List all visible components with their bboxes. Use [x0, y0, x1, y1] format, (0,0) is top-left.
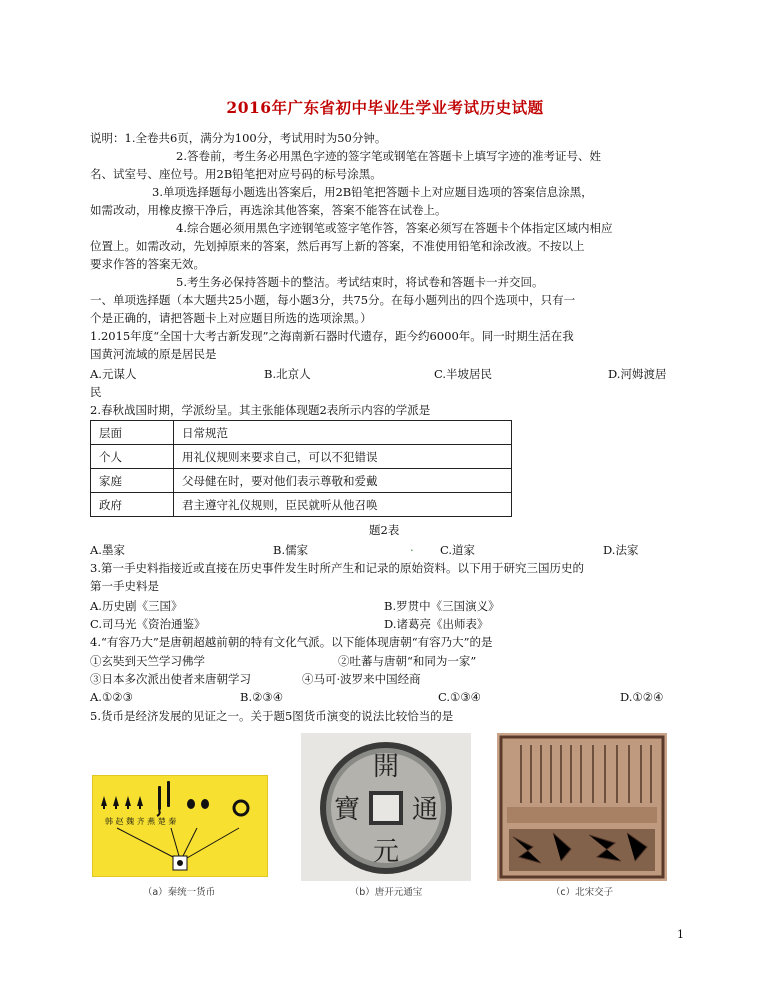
instruction-line: 如需改动，用橡皮擦干净后，再选涂其他答案，答案不能答在试卷上。 [90, 203, 447, 217]
question-4-stem: 4.“有容乃大”是唐朝超越前朝的特有文化气派。以下能体现唐朝“有容乃大”的是 [90, 635, 493, 649]
question-3-stem: 第一手史料是 [90, 579, 159, 593]
question-4-item: ②吐蕃与唐朝“和同为一家” [338, 654, 477, 668]
question-1-option-d-wrap: 民 [90, 385, 102, 399]
image-caption-b: （b）唐开元通宝 [349, 887, 423, 898]
instruction-line: 位置上。如需改动，先划掉原来的答案，然后再写上新的答案，不准使用铅笔和涂改液。不按以上 [90, 239, 585, 253]
banknote-illustration [497, 733, 667, 881]
table-cell: 政府 [91, 493, 174, 517]
question-1-stem: 国黄河流域的原是居民是 [90, 347, 217, 361]
question-4-option-d: D.①②④ [620, 690, 664, 704]
stray-dot: . [410, 540, 414, 554]
table-cell: 层面 [91, 421, 174, 445]
table-row [91, 421, 512, 445]
page-number: 1 [677, 928, 684, 941]
question-4-item: ④马可·波罗来中国经商 [302, 672, 421, 686]
question-2-option-d: D.法家 [603, 543, 639, 557]
table-row [91, 469, 512, 493]
coin-char: 元 [372, 837, 400, 867]
instruction-line: 2.答卷前，考生务必用黑色字迹的签字笔或钢笔在答题卡上填写字迹的准考证号、姓 [176, 149, 601, 163]
table-cell: 父母健在时，要对他们表示尊敬和爱戴 [174, 469, 512, 493]
question-1-option-b: B.北京人 [264, 367, 311, 381]
instruction-line: 要求作答的答案无效。 [90, 257, 205, 271]
coin-char: 通 [411, 795, 439, 825]
table-caption: 题2表 [369, 523, 400, 537]
question-1-option-c: C.半坡居民 [434, 367, 493, 381]
question-5-stem: 5.货币是经济发展的见证之一。关于题5图货币演变的说法比较恰当的是 [90, 709, 454, 723]
question-3-option-d: D.诸葛亮《出师表》 [384, 617, 489, 631]
question-2-option-b: B.儒家 [273, 543, 309, 557]
question-2-option-a: A.墨家 [90, 543, 125, 557]
image-song-jiaozi [497, 733, 667, 881]
question-4-option-c: C.①③④ [438, 690, 481, 704]
question-1-option-a: A.元谋人 [90, 367, 137, 381]
table-cell: 日常规范 [174, 421, 512, 445]
table-cell: 君主遵守礼仪规则，臣民就听从他召唤 [174, 493, 512, 517]
question-3-stem: 3.第一手史料指接近或直接在历史事件发生时所产生和记录的原始资料。以下用于研究三国历史的 [90, 561, 584, 575]
question-4-option-b: B.②③④ [240, 690, 284, 704]
instruction-line: 说明：1.全卷共6页，满分为100分，考试用时为50分钟。 [90, 131, 387, 145]
instruction-line: 名、试室号、座位号。用2B铅笔把对应号码的标号涂黑。 [90, 167, 382, 181]
question-1-option-d: D.河姆渡居 [608, 367, 667, 381]
coin-state-labels: 韩 赵 魏 齐 燕 楚 秦 [105, 817, 177, 826]
section-heading: 一、单项选择题（本大题共25小题，每小题3分，共75分。在每小题列出的四个选项中，只有一 [90, 293, 576, 307]
table-cell: 用礼仪规则来要求自己，可以不犯错误 [174, 445, 512, 469]
section-heading: 个是正确的，请把答题卡上对应题目所选的选项涂黑。） [90, 311, 372, 325]
question-4-item: ①玄奘到天竺学习佛学 [90, 654, 205, 668]
table-row [91, 493, 512, 517]
table-row [91, 445, 512, 469]
instruction-line: 4.综合题必须用黑色字迹钢笔或签字笔作答，答案必须写在答题卡个体指定区域内相应 [176, 221, 613, 235]
coin-char: 開 [372, 752, 400, 782]
coin-illustration [301, 733, 471, 881]
image-caption-c: （c）北宋交子 [550, 887, 614, 898]
question-2-option-c: C.道家 [440, 543, 476, 557]
image-caption-a: （a）秦统一货币 [142, 887, 216, 898]
coin-diagram [93, 776, 267, 876]
exam-title: 2016年广东省初中毕业生学业考试历史试题 [226, 98, 544, 117]
question-3-option-c: C.司马光《资治通鉴》 [90, 617, 206, 631]
instruction-line: 5.考生务必保持答题卡的整洁。考试结束时，将试卷和答题卡一并交回。 [176, 275, 544, 289]
instruction-line: 3.单项选择题每小题选出答案后，用2B铅笔把答题卡上对应题目选项的答案信息涂黑， [152, 185, 593, 199]
image-tang-coin [301, 733, 471, 881]
question-2-table [90, 420, 512, 517]
question-4-option-a: A.①②③ [90, 690, 133, 704]
question-3-option-a: A.历史剧《三国》 [90, 599, 183, 613]
question-4-item: ③日本多次派出使者来唐朝学习 [90, 672, 251, 686]
coin-char: 寶 [333, 795, 361, 825]
question-1-stem: 1.2015年度“全国十大考古新发现”之海南新石器时代遗存，距今约6000年。同一时期生活在我 [90, 329, 574, 343]
question-2-stem: 2.春秋战国时期，学派纷呈。其主张能体现题2表所示内容的学派是 [90, 403, 431, 417]
question-3-option-b: B.罗贯中《三国演义》 [384, 599, 500, 613]
table-cell: 个人 [91, 445, 174, 469]
table-cell: 家庭 [91, 469, 174, 493]
image-qin-currency [92, 775, 268, 877]
